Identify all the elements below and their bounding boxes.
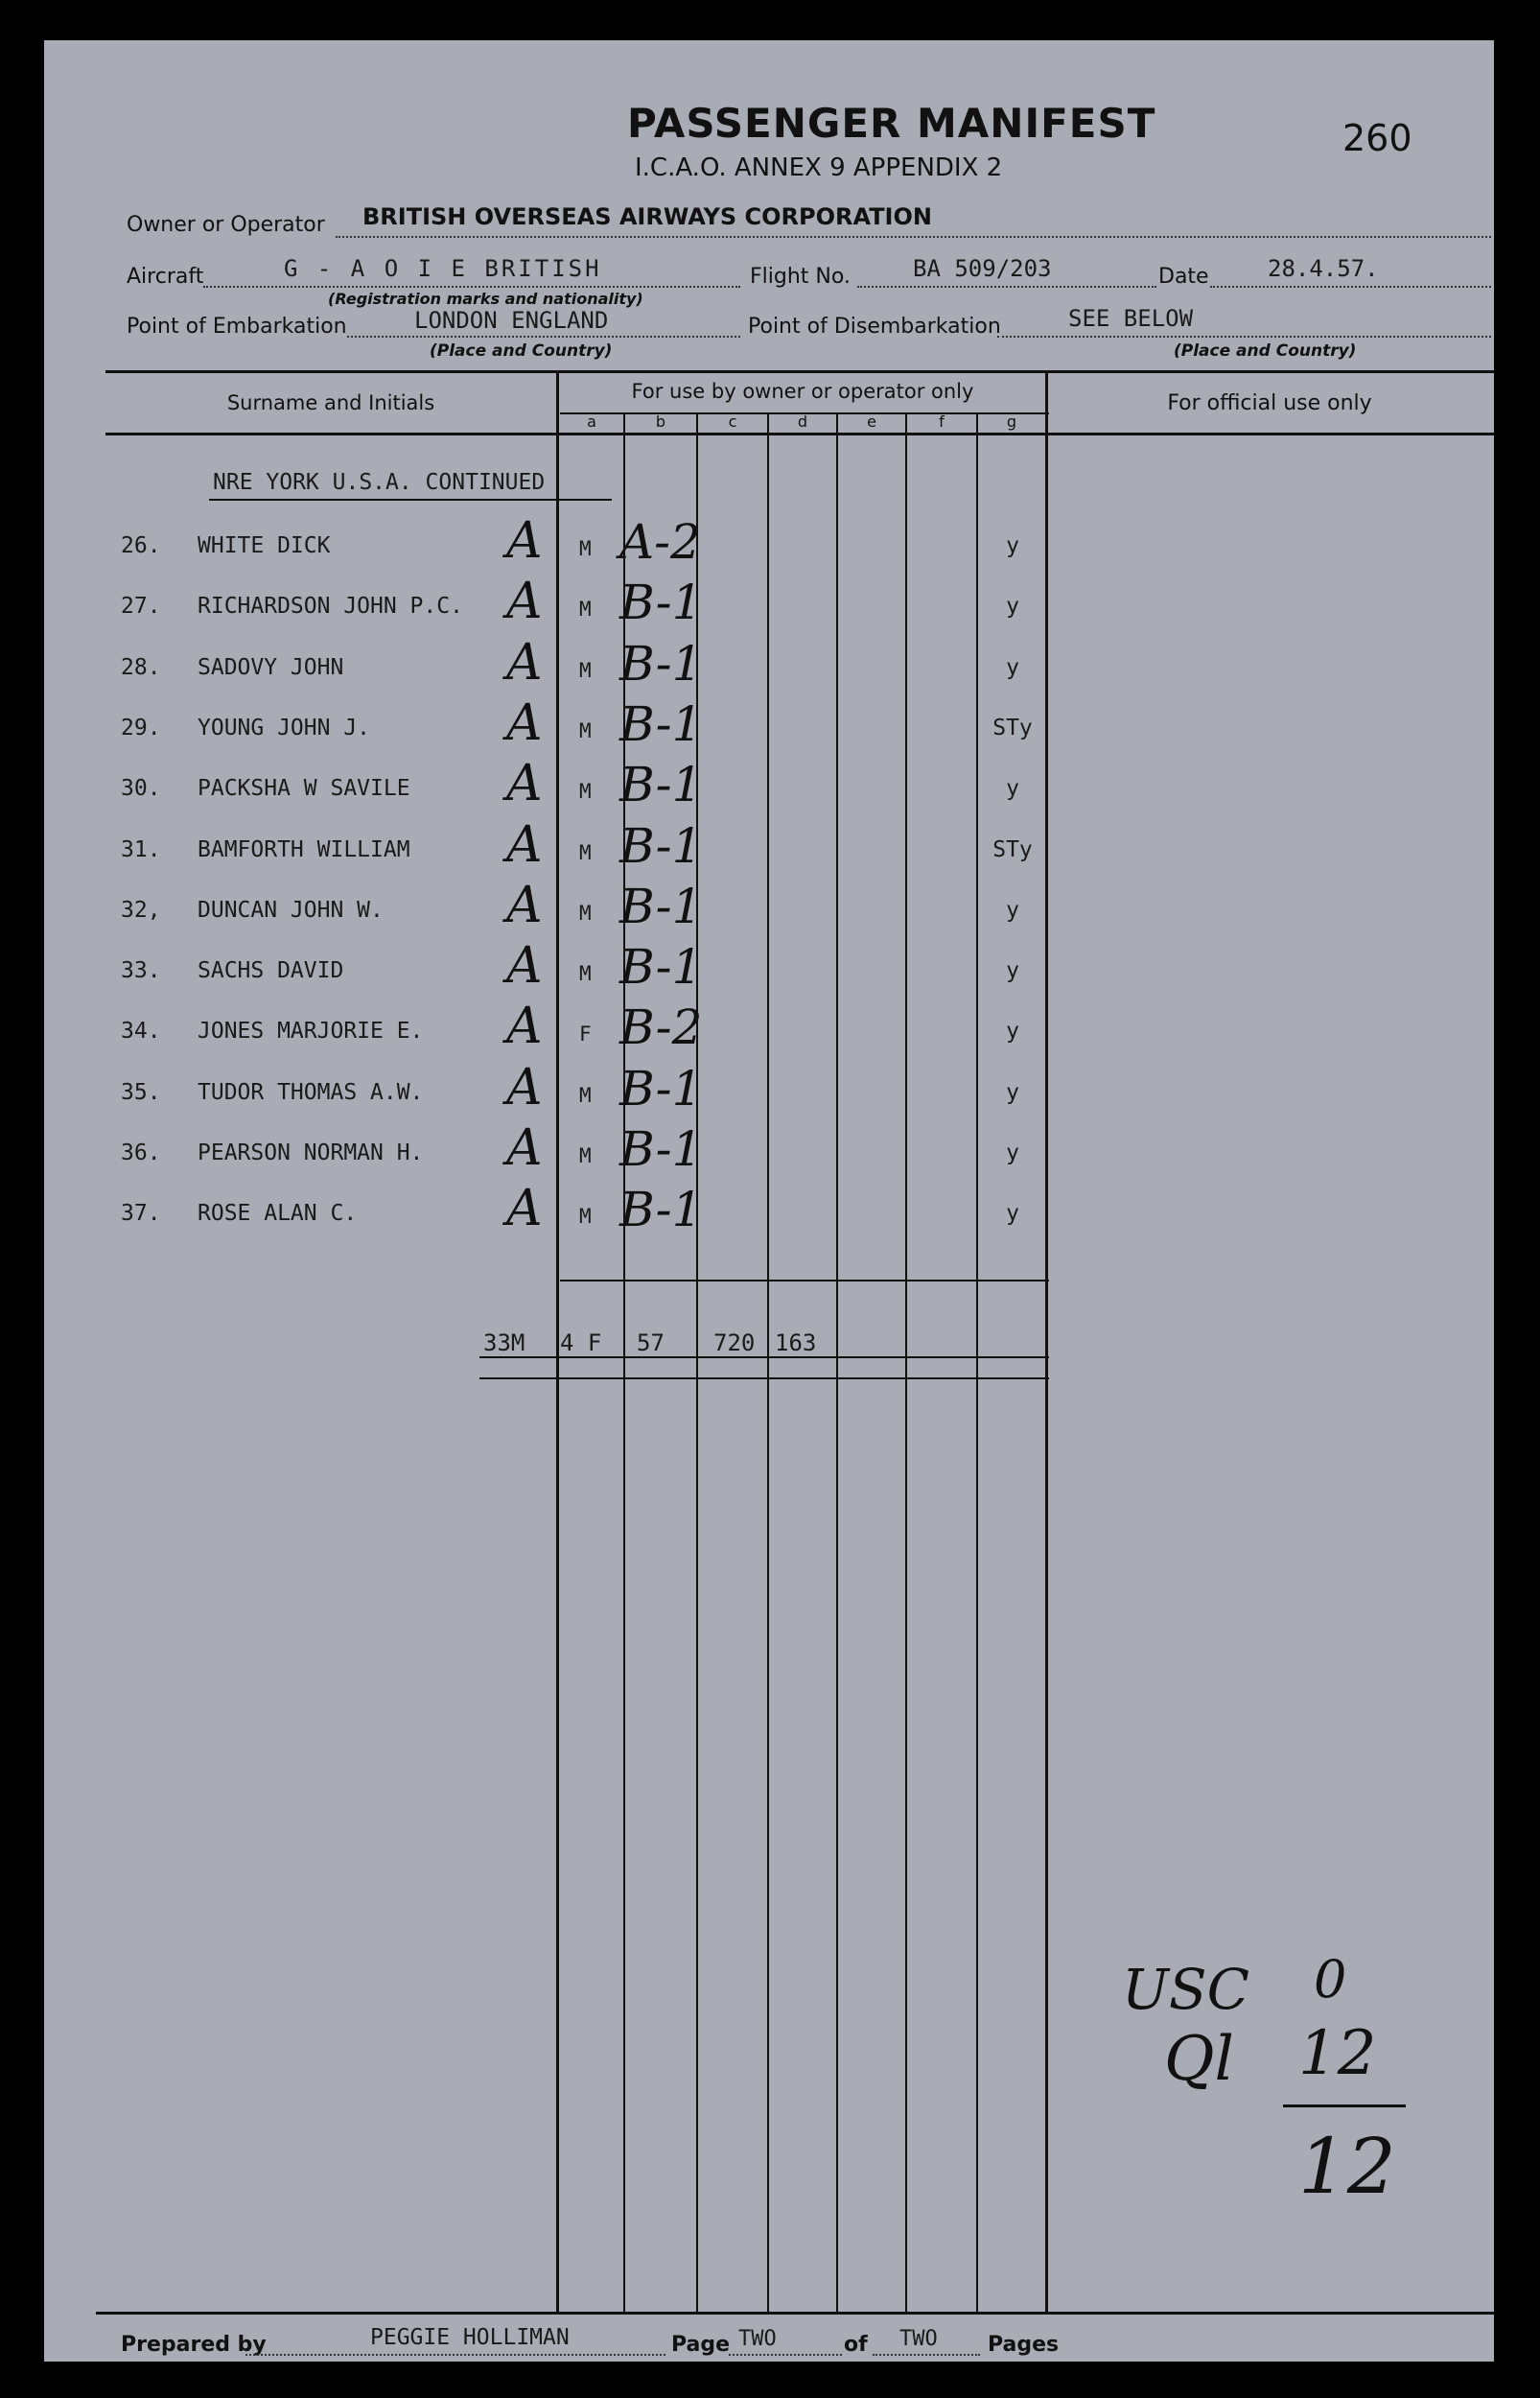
prepared-by-dotline bbox=[245, 2354, 665, 2356]
passenger-name: SADOVY JOHN bbox=[198, 655, 344, 680]
of-dotline bbox=[873, 2354, 980, 2356]
page-title: PASSENGER MANIFEST bbox=[627, 100, 1156, 147]
sex-code: M bbox=[579, 598, 592, 621]
g-column-code: y bbox=[1006, 533, 1019, 558]
row-number: 37. bbox=[121, 1201, 161, 1226]
passenger-name: DUNCAN JOHN W. bbox=[198, 898, 384, 923]
g-column-code: y bbox=[1006, 1201, 1019, 1226]
row-number: 34. bbox=[121, 1019, 161, 1044]
row-number: 36. bbox=[121, 1140, 161, 1165]
handwritten-class-code: B-1 bbox=[619, 696, 703, 752]
sex-code: M bbox=[579, 719, 592, 742]
total-male: 33M bbox=[483, 1329, 525, 1356]
aircraft-note: (Registration marks and nationality) bbox=[328, 290, 643, 308]
col-header-official: For official use only bbox=[1167, 391, 1372, 415]
subcol-b: b bbox=[655, 412, 666, 431]
passenger-name: PACKSHA W SAVILE bbox=[198, 776, 410, 801]
g-column-code: STy bbox=[992, 716, 1033, 741]
row-number: 28. bbox=[121, 655, 161, 680]
footer-rule bbox=[96, 2312, 1494, 2315]
total-d: 720 bbox=[713, 1329, 756, 1356]
annotation-12-total: 12 bbox=[1298, 2122, 1396, 2211]
sex-code: M bbox=[579, 659, 592, 682]
annotation-12-upper: 12 bbox=[1298, 2018, 1377, 2089]
annotation-divider bbox=[1283, 2104, 1406, 2107]
handwritten-class-code: B-1 bbox=[619, 1061, 703, 1117]
disembarkation-label: Point of Disembarkation bbox=[748, 315, 1001, 339]
handwritten-a-mark: A bbox=[506, 1119, 543, 1177]
col-divider-e bbox=[905, 412, 907, 2312]
sex-code: M bbox=[579, 537, 592, 560]
handwritten-class-code: B-1 bbox=[619, 818, 703, 874]
col-divider-f bbox=[976, 412, 978, 2312]
handwritten-class-code: B-1 bbox=[619, 1121, 703, 1177]
row-number: 26. bbox=[121, 533, 161, 558]
of-label: of bbox=[844, 2333, 868, 2357]
col-divider-c bbox=[767, 412, 769, 2312]
section-heading: NRE YORK U.S.A. CONTINUED bbox=[213, 470, 546, 495]
passenger-name: ROSE ALAN C. bbox=[198, 1201, 358, 1226]
of-value: TWO bbox=[899, 2327, 938, 2351]
passenger-name: JONES MARJORIE E. bbox=[198, 1019, 424, 1044]
prepared-by-label: Prepared by bbox=[121, 2333, 267, 2357]
g-column-code: y bbox=[1006, 594, 1019, 619]
handwritten-class-code: B-1 bbox=[619, 575, 703, 630]
g-column-code: y bbox=[1006, 958, 1019, 983]
passenger-name: WHITE DICK bbox=[198, 533, 331, 558]
handwritten-a-mark: A bbox=[506, 877, 543, 934]
total-c: 57 bbox=[637, 1329, 665, 1356]
handwritten-a-mark: A bbox=[506, 1180, 543, 1237]
handwritten-a-mark: A bbox=[506, 1059, 543, 1117]
passenger-name: PEARSON NORMAN H. bbox=[198, 1140, 424, 1165]
prepared-by-value: PEGGIE HOLLIMAN bbox=[370, 2325, 570, 2350]
sex-code: M bbox=[579, 841, 592, 864]
handwritten-class-code: B-1 bbox=[619, 939, 703, 995]
section-underline bbox=[209, 499, 612, 501]
col-divider-d bbox=[836, 412, 838, 2312]
sex-code: M bbox=[579, 962, 592, 985]
g-column-code: STy bbox=[992, 837, 1033, 862]
subcol-g: g bbox=[1006, 412, 1017, 431]
sex-code: F bbox=[579, 1023, 592, 1046]
row-number: 27. bbox=[121, 594, 161, 619]
sex-code: M bbox=[579, 1144, 592, 1167]
owner-dotline bbox=[336, 236, 1491, 238]
g-column-code: y bbox=[1006, 776, 1019, 801]
handwritten-a-mark: A bbox=[506, 694, 543, 752]
total-female: 4 F bbox=[560, 1329, 602, 1356]
page-value: TWO bbox=[738, 2327, 777, 2351]
page-dotline bbox=[729, 2354, 842, 2356]
table-top-rule bbox=[105, 370, 1494, 373]
subcol-f: f bbox=[939, 412, 945, 431]
disembarkation-dotline bbox=[997, 336, 1491, 338]
sex-code: M bbox=[579, 780, 592, 803]
col-header-surname: Surname and Initials bbox=[226, 391, 435, 414]
handwritten-a-mark: A bbox=[506, 755, 543, 812]
aircraft-label: Aircraft bbox=[127, 265, 204, 289]
sex-code: M bbox=[579, 1205, 592, 1228]
g-column-code: y bbox=[1006, 1140, 1019, 1165]
flight-value: BA 509/203 bbox=[913, 255, 1052, 282]
handwritten-class-code: B-1 bbox=[619, 1182, 703, 1237]
subcol-d: d bbox=[797, 412, 808, 431]
handwritten-class-code: B-1 bbox=[619, 636, 703, 692]
totals-underline-2 bbox=[479, 1377, 1049, 1379]
sex-code: M bbox=[579, 902, 592, 925]
row-number: 30. bbox=[121, 776, 161, 801]
table-header-bottom-rule bbox=[105, 433, 1494, 435]
handwritten-a-mark: A bbox=[506, 573, 543, 630]
sex-code: M bbox=[579, 1084, 592, 1107]
page-reference-number: 260 bbox=[1342, 117, 1412, 159]
col-header-owner-use: For use by owner or operator only bbox=[631, 380, 974, 403]
annotation-usc: USC bbox=[1122, 1957, 1249, 2022]
pages-label: Pages bbox=[988, 2333, 1060, 2357]
handwritten-a-mark: A bbox=[506, 998, 543, 1055]
passenger-name: YOUNG JOHN J. bbox=[198, 716, 371, 741]
disembarkation-value: SEE BELOW bbox=[1068, 305, 1194, 332]
owner-value: BRITISH OVERSEAS AIRWAYS CORPORATION bbox=[362, 203, 932, 230]
passenger-name: RICHARDSON JOHN P.C. bbox=[198, 594, 463, 619]
subcol-a: a bbox=[587, 412, 596, 431]
row-number: 35. bbox=[121, 1080, 161, 1105]
aircraft-value: G - A O I E BRITISH bbox=[284, 255, 602, 282]
handwritten-class-code: A-2 bbox=[619, 514, 701, 570]
row-number: 31. bbox=[121, 837, 161, 862]
annotation-ql: Ql bbox=[1164, 2024, 1234, 2095]
totals-underline-1 bbox=[479, 1356, 1049, 1358]
total-e: 163 bbox=[775, 1329, 817, 1356]
embarkation-label: Point of Embarkation bbox=[127, 315, 347, 339]
flight-dotline bbox=[857, 286, 1156, 288]
g-column-code: y bbox=[1006, 1019, 1019, 1044]
col-divider-name bbox=[556, 370, 559, 2312]
handwritten-class-code: B-1 bbox=[619, 879, 703, 934]
row-number: 32, bbox=[121, 898, 161, 923]
date-dotline bbox=[1210, 286, 1491, 288]
annotation-zero: 0 bbox=[1314, 1949, 1347, 2010]
disembarkation-note: (Place and Country) bbox=[1174, 341, 1357, 361]
g-column-code: y bbox=[1006, 655, 1019, 680]
handwritten-a-mark: A bbox=[506, 937, 543, 995]
row-number: 29. bbox=[121, 716, 161, 741]
handwritten-a-mark: A bbox=[506, 816, 543, 874]
date-label: Date bbox=[1158, 265, 1209, 289]
owner-label: Owner or Operator bbox=[127, 213, 325, 237]
embarkation-dotline bbox=[347, 336, 740, 338]
flight-label: Flight No. bbox=[750, 265, 851, 289]
date-value: 28.4.57. bbox=[1268, 255, 1379, 282]
embarkation-note: (Place and Country) bbox=[430, 341, 613, 361]
page-subtitle: I.C.A.O. ANNEX 9 APPENDIX 2 bbox=[635, 153, 1003, 182]
embarkation-value: LONDON ENGLAND bbox=[414, 307, 609, 334]
g-column-code: y bbox=[1006, 898, 1019, 923]
page-label: Page bbox=[671, 2333, 731, 2357]
passenger-name: SACHS DAVID bbox=[198, 958, 344, 983]
handwritten-a-mark: A bbox=[506, 634, 543, 692]
passenger-name: BAMFORTH WILLIAM bbox=[198, 837, 410, 862]
aircraft-dotline bbox=[203, 286, 740, 288]
subcol-c: c bbox=[728, 412, 737, 431]
passenger-name: TUDOR THOMAS A.W. bbox=[198, 1080, 424, 1105]
g-column-code: y bbox=[1006, 1080, 1019, 1105]
handwritten-class-code: B-2 bbox=[619, 999, 703, 1055]
handwritten-a-mark: A bbox=[506, 512, 543, 570]
handwritten-class-code: B-1 bbox=[619, 757, 703, 812]
row-number: 33. bbox=[121, 958, 161, 983]
col-divider-official bbox=[1045, 370, 1048, 2312]
subcol-e: e bbox=[867, 412, 876, 431]
